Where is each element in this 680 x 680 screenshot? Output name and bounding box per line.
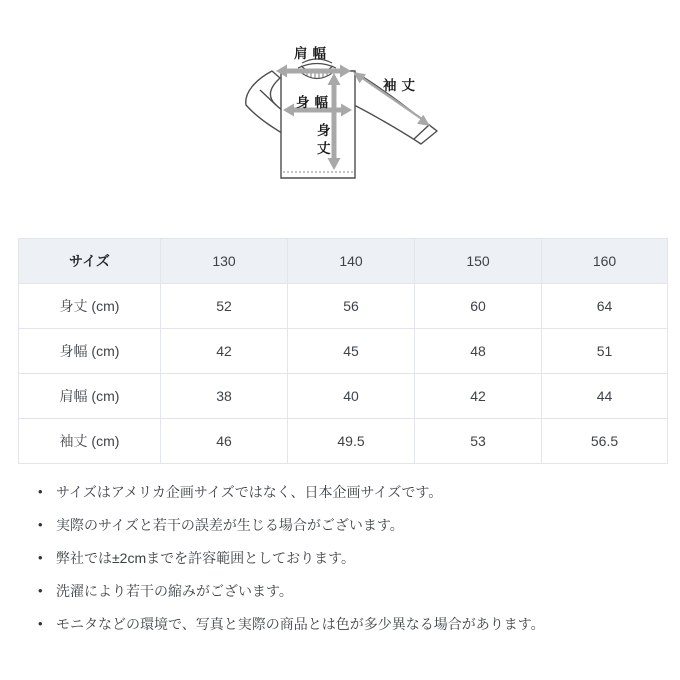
note-text: モニタなどの環境で、写真と実際の商品とは色が多少異なる場合があります。 bbox=[56, 616, 545, 632]
size-column-130: 130 bbox=[161, 239, 288, 284]
notes-section bbox=[38, 482, 658, 647]
bullet-icon: • bbox=[38, 484, 43, 499]
cell-value: 56.5 bbox=[542, 419, 668, 464]
bullet-icon: • bbox=[38, 616, 43, 631]
note-text: 弊社では±2cmまでを許容範囲としております。 bbox=[56, 550, 356, 566]
sleeve-length-label: 袖丈 bbox=[383, 78, 420, 93]
cell-value: 64 bbox=[542, 284, 668, 329]
cell-value: 40 bbox=[288, 374, 415, 419]
size-table-header-label: サイズ bbox=[19, 239, 161, 284]
table-row-shoulder-width bbox=[19, 374, 668, 419]
cell-value: 46 bbox=[161, 419, 288, 464]
table-row-sleeve-length bbox=[19, 419, 668, 464]
svg-text:身: 身 bbox=[317, 123, 331, 138]
list-item bbox=[38, 548, 658, 568]
cell-value: 44 bbox=[542, 374, 668, 419]
table-row-body-width bbox=[19, 329, 668, 374]
size-table bbox=[18, 238, 668, 464]
row-label: 身幅 (cm) bbox=[19, 329, 161, 374]
cell-value: 42 bbox=[161, 329, 288, 374]
bullet-icon: • bbox=[38, 550, 43, 565]
cell-value: 51 bbox=[542, 329, 668, 374]
size-table-section bbox=[18, 238, 667, 464]
list-item bbox=[38, 515, 658, 535]
note-text: 実際のサイズと若干の誤差が生じる場合がございます。 bbox=[56, 517, 404, 533]
row-label: 身丈 (cm) bbox=[19, 284, 161, 329]
list-item bbox=[38, 614, 658, 634]
cell-value: 60 bbox=[415, 284, 542, 329]
bullet-icon: • bbox=[38, 583, 43, 598]
body-width-label: 身幅 bbox=[296, 95, 333, 110]
size-column-140: 140 bbox=[288, 239, 415, 284]
cell-value: 49.5 bbox=[288, 419, 415, 464]
cell-value: 38 bbox=[161, 374, 288, 419]
measurement-diagram bbox=[0, 0, 680, 232]
cell-value: 56 bbox=[288, 284, 415, 329]
bullet-icon: • bbox=[38, 517, 43, 532]
svg-text:丈: 丈 bbox=[317, 141, 331, 156]
cell-value: 52 bbox=[161, 284, 288, 329]
table-row-body-length bbox=[19, 284, 668, 329]
size-column-160: 160 bbox=[542, 239, 668, 284]
list-item bbox=[38, 482, 658, 502]
notes-list bbox=[38, 482, 658, 634]
cell-value: 48 bbox=[415, 329, 542, 374]
size-column-150: 150 bbox=[415, 239, 542, 284]
shoulder-width-label: 肩幅 bbox=[294, 46, 331, 61]
row-label: 肩幅 (cm) bbox=[19, 374, 161, 419]
cell-value: 53 bbox=[415, 419, 542, 464]
row-label: 袖丈 (cm) bbox=[19, 419, 161, 464]
note-text: サイズはアメリカ企画サイズではなく、日本企画サイズです。 bbox=[56, 484, 443, 500]
shirt-measurement-illustration bbox=[0, 0, 680, 232]
size-table-header-row bbox=[19, 239, 668, 284]
note-text: 洗濯により若干の縮みがございます。 bbox=[56, 583, 293, 599]
list-item bbox=[38, 581, 658, 601]
cell-value: 45 bbox=[288, 329, 415, 374]
cell-value: 42 bbox=[415, 374, 542, 419]
